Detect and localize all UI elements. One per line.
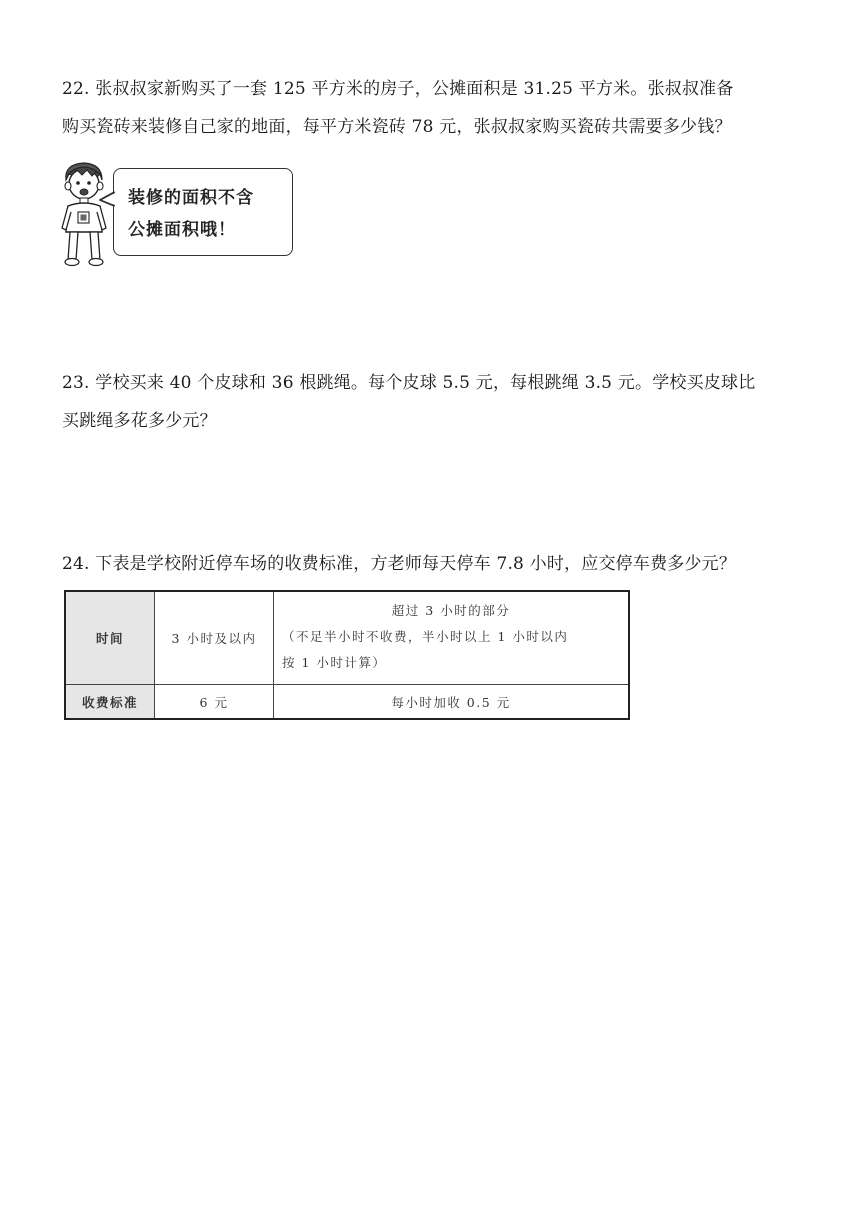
problem-23-line-1: 23. 学校买来 40 个皮球和 36 根跳绳。每个皮球 5.5 元，每根跳绳 3.5 元。学校买皮球比 bbox=[62, 373, 756, 393]
speech-tail-cover bbox=[56, 160, 118, 220]
hint-speech-bubble bbox=[113, 168, 293, 256]
fee-standard-header-cell: 收费标准 bbox=[65, 685, 155, 720]
boy-hint-illustration bbox=[56, 160, 301, 268]
extra-fee-cell: 每小时加收 0.5 元 bbox=[274, 685, 630, 720]
over-3-hours-cell bbox=[274, 591, 630, 685]
table-row bbox=[65, 685, 629, 720]
problem-22-line-1: 22. 张叔叔家新购买了一套 125 平方米的房子，公摊面积是 31.25 平方米。张叔叔准备 bbox=[62, 79, 734, 99]
problem-23 bbox=[62, 364, 837, 440]
over-3-hours-note-2: 按 1 小时计算） bbox=[282, 655, 387, 670]
problem-22 bbox=[62, 70, 837, 146]
problem-24 bbox=[62, 545, 837, 583]
hint-line-1: 装修的面积不含 bbox=[128, 188, 254, 208]
hint-line-2: 公摊面积哦！ bbox=[128, 220, 236, 240]
within-3-hours-cell: 3 小时及以内 bbox=[155, 591, 274, 685]
over-3-hours-title: 超过 3 小时的部分 bbox=[391, 603, 511, 618]
problem-24-line-1: 24. 下表是学校附近停车场的收费标准，方老师每天停车 7.8 小时，应交停车费多少元？ bbox=[62, 554, 737, 574]
time-header-cell: 时间 bbox=[65, 591, 155, 685]
parking-fee-table bbox=[64, 590, 630, 720]
table-row bbox=[65, 591, 629, 685]
over-3-hours-note-1: （不足半小时不收费，半小时以上 1 小时以内 bbox=[282, 629, 569, 644]
problem-22-line-2: 购买瓷砖来装修自己家的地面，每平方米瓷砖 78 元，张叔叔家购买瓷砖共需要多少钱？ bbox=[62, 117, 732, 137]
problem-23-line-2: 买跳绳多花多少元？ bbox=[62, 411, 217, 431]
base-fee-cell: 6 元 bbox=[155, 685, 274, 720]
